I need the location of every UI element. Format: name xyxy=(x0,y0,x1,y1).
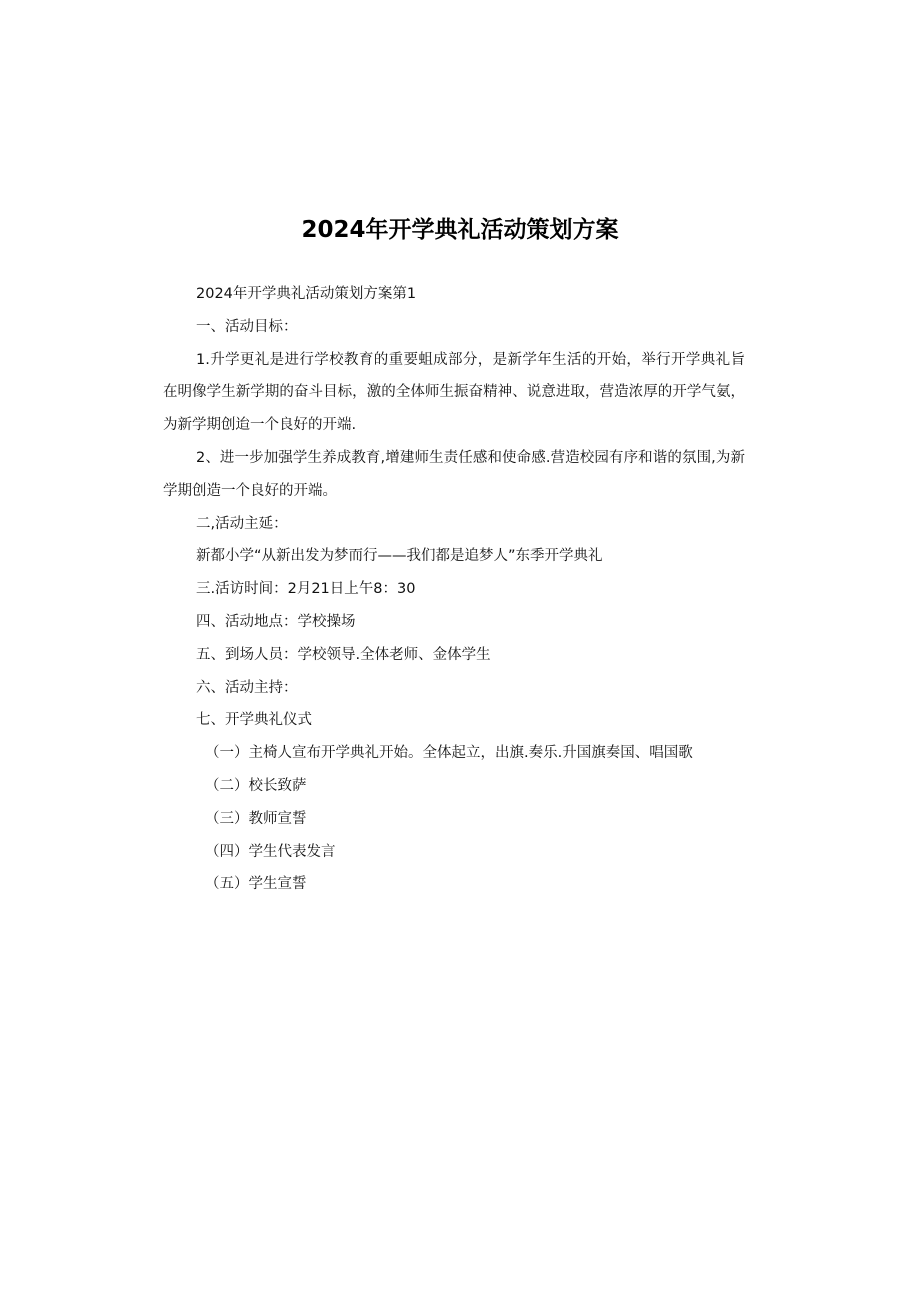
document-title: 2024年开学典礼活动策划方案 xyxy=(301,217,619,243)
list-item-ceremony-4: （四）学生代表发言 xyxy=(205,843,336,860)
paragraph-section-7: 七、开学典礼仪式 xyxy=(196,712,312,729)
list-item-ceremony-3: （三）教师宣誓 xyxy=(205,810,307,827)
paragraph-time: 三.活访时间：2月21日上午8：30 xyxy=(196,581,416,598)
paragraph-attendees: 五、到场人员：学校领导.全体老师、金体学生 xyxy=(196,646,491,663)
paragraph-goal-2: 2、进一步加强学生养成教育,增建师生责任感和使命感.营造校园有序和谐的氛围,为新学期创造一个良好的开端。 xyxy=(163,449,745,499)
list-item-ceremony-5: （五）学生宣誓 xyxy=(205,876,307,893)
list-item-ceremony-2: （二）校长致萨 xyxy=(205,777,307,794)
paragraph-section-2: 二,活动主延： xyxy=(196,515,288,532)
paragraph-host: 六、活动主持： xyxy=(196,679,298,696)
paragraph-section-1: 一、活动目标： xyxy=(196,318,298,335)
document-body xyxy=(163,278,745,901)
list-item-ceremony-1: （一）主椅人宣布开学典礼开始。全体起立，出旗.奏乐.升国旗奏国、唱国歌 xyxy=(205,745,693,762)
paragraph-location: 四、活动地点：学校操场 xyxy=(196,613,356,630)
paragraph-theme: 新都小学“从新出发为梦而行——我们都是追梦人”东季开学典礼 xyxy=(196,548,603,565)
paragraph-goal-1: 1.升学更礼是进行学校教育的重要蛆成部分，是新学年生活的开始，举行开学典礼旨在明像学生新学期的奋斗目标，激的全体师生振奋精神、说意进取，营造浓厚的开学气氨，为新学期创迨一个良好的开端. xyxy=(163,351,745,434)
paragraph-subtitle: 2024年开学典礼活动策划方案第1 xyxy=(196,286,417,302)
